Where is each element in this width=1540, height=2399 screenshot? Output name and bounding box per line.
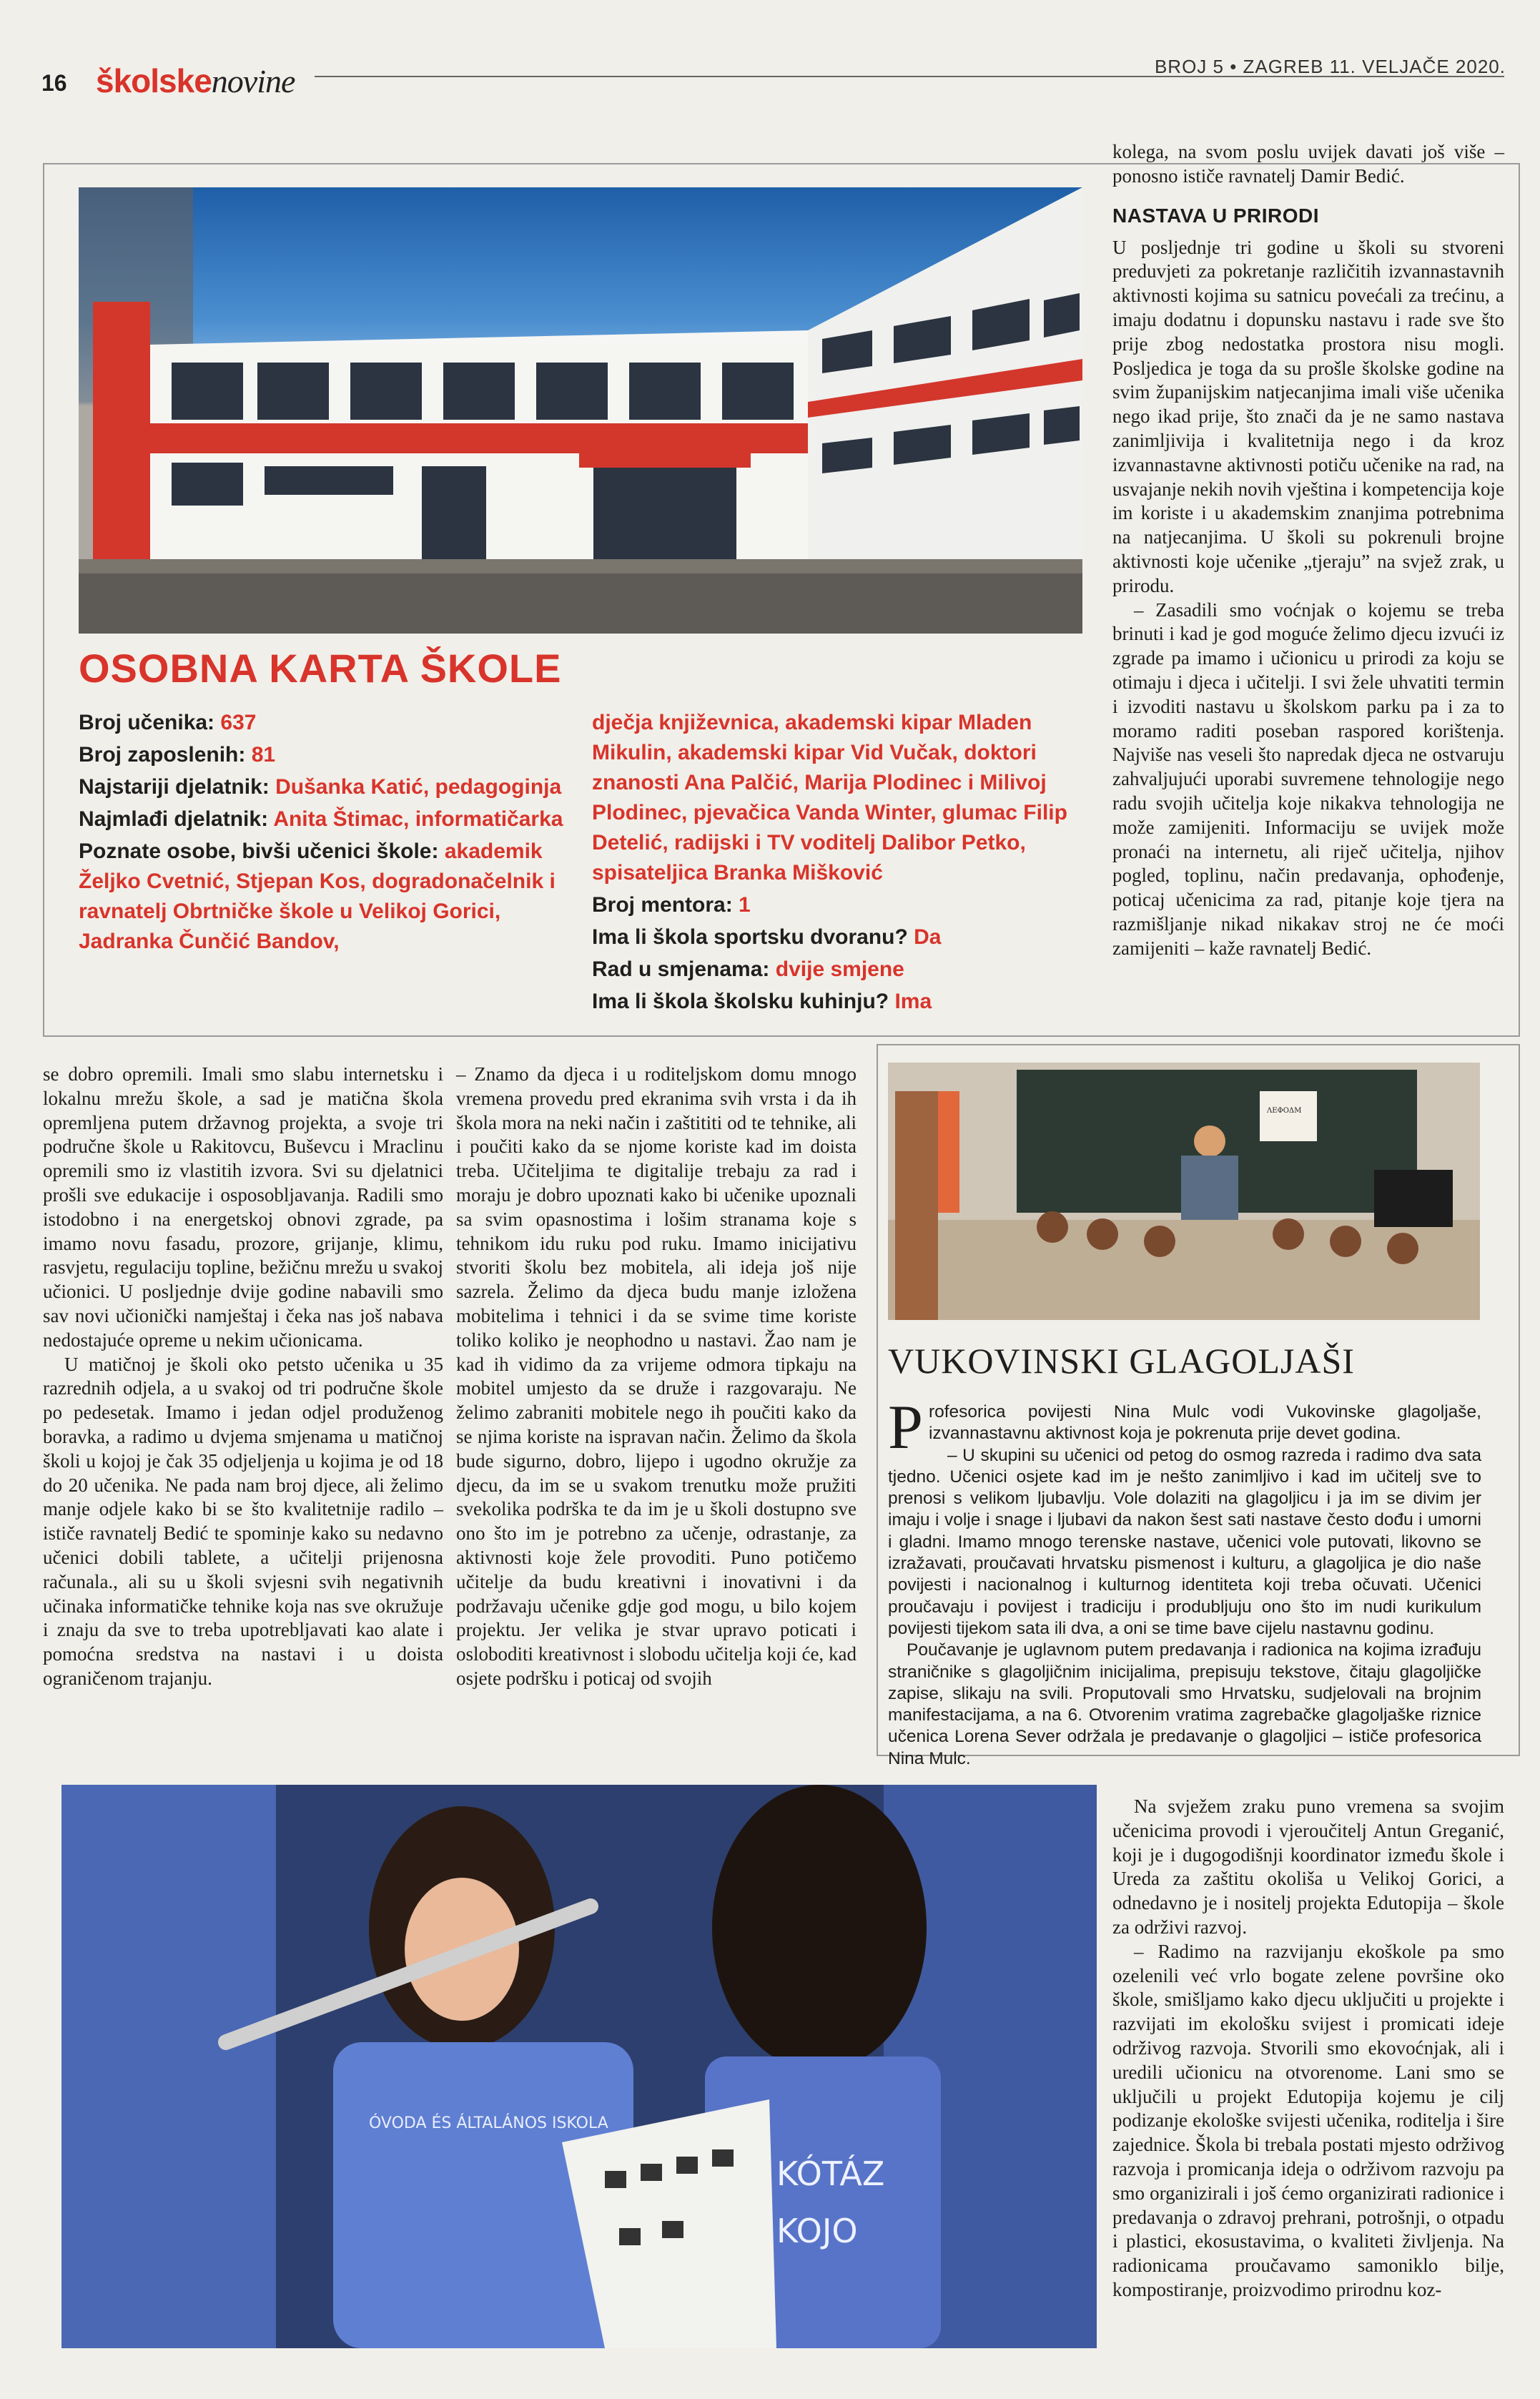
school-building-photo — [79, 187, 1082, 634]
card-item-employees: Broj zaposlenih: 81 — [79, 743, 276, 767]
article-column-top-right — [1112, 140, 1504, 961]
glagoljasi-text — [888, 1393, 1481, 1770]
school-card-right-column — [592, 708, 1085, 1019]
paragraph: U posljednje tri godine u školi su stvoreni preduvjeti za pokretanje različitih izvannastavnih aktivnosti kojima su satnicu povećali za trećinu, a imaju dodatnu i dopunsku nastavu i rade sve što prije zbog nedostatka prostora nisu mogli. Posljedica je toga da su prošle školske godine na svim županijskim natjecanjima imali više učenika nego ikad prije, što znači da je ne samo nastava zanimljivija i kvalitetnija nego i da kroz izvannastavne aktivnosti potiču učenike na rad, na usvajanje nekih novih vještina i kompetencija koje im koriste i u akademskim znanjima potrebnima na natjecanjima. U školi su pokrenuli brojne aktivnosti koje učenike „tjeraju” na svjež zrak, u prirodu. — [1112, 236, 1504, 596]
card-item-famous: Poznate osobe, bivši učenici škole: akademik Željko Cvetnić, Stjepan Kos, dogradonačelnik i ravnatelj Obrtničke škole u Velikoj Gorici, Jadranka Čunčić Bandov, — [79, 839, 556, 953]
paragraph: – Znamo da djeca i u roditeljskom domu mnogo vremena provedu pred ekranima svih vrsta i da ih škola mora na neki način i zaštititi od te tehnike, ali i poučiti kako da se njome koriste kad im doista treba. Učiteljima te digitalije trebaju za rad i moraju je dobro upoznati kako bi učenike upoznali sa svim opasnostima i lošim stranama koje s tehnikom idu ruku pod ruku. Imamo inicijativu stvoriti školu bez mobitela, ali ideja još nije sazrela. Želimo da djeca budu manje izložena mobitelima i tehnici i da se svime time koriste toliko koliko je neophodno u nastavi. Žao nam je kad ih vidimo da za vrijeme odmora tipkaju na mobitel umjesto da se druže i razgovaraju. Ne želimo zabraniti mobitele nego ih poučiti kako da se njima koriste na ispravan način. Želimo da škola bude sigurno, dobro, lijepo i ugodno okružje za djecu, da im se u svakom trenutku može pružiti svekolika podrška te da im je u školi dostupno sve ono što im je potrebno za učenje, odrastanje, za aktivnosti koje žele provoditi. Puno potičemo učitelje da budu kreativni i inovativni i da podržavaju učenike gdje god mogu, u bilo kojem projektu. Jer velika je stvar upravo poticati i osloboditi kreativnost i slobodu učitelja koji će, kad osjete podršku i poticaj od svojih — [456, 1063, 857, 1689]
drop-cap: P — [888, 1393, 923, 1462]
paragraph: – U skupini su učenici od petog do osmog razreda i radimo dva sata tjedno. Učenici osjete kad im je nešto zanimljivo i kad im učitelj sve to prenosi s velikom ljubavlju. Vole dolaziti na glagoljicu i ja im se divim jer imaju i volje i snage i ljubavi da nakon šest sati nastave često dođu i umorni i gladni. Imamo mnogo terenske nastave, učenici vole putovati, likovno se izražavati, proučavati hrvatsku pismenost i kulturu, a glagoljica je dio naše povijesti i nacionalnog i kulturnog identiteta koji treba očuvati. Učenici proučavaju i povijest i tradiciju i produbljuju ono što im nudi kurikulum povijesti tijekom sata ili dva, a oni se time bave cijelu nastavnu godinu. — [888, 1445, 1481, 1638]
article-column-bottom-right — [1112, 1795, 1504, 2302]
paragraph: Na svježem zraku puno vremena sa svojim učenicima provodi i vjeroučitelj Antun Greganić, koji je i dugogodišnji koordinator između škole i Ureda za zaštitu okoliša u Velikoj Gorici, a odnedavno je i nositelj projekta Edutopija – škole za održivi razvoj. — [1112, 1795, 1504, 1938]
card-item-oldest: Najstariji djelatnik: Dušanka Katić, pedagoginja — [79, 775, 562, 799]
classroom-photo — [888, 1063, 1480, 1320]
logo-main: školske — [96, 62, 212, 99]
classroom-illustration — [888, 1063, 1480, 1320]
flute-illustration — [61, 1785, 1097, 2348]
paragraph: Poučavanje je uglavnom putem predavanja i radionica na kojima izrađuju straničnike s glagoljičnim inicijalima, prepisuju tekstove, čitaju glagoljičke zapise, slikaju na svili. Proputovali smo Hrvatsku, sudjelovali na brojnim manifestacijama, a na 6. Otvorenim vratima zagrebačke glagoljaške riznice učenica Lorena Sever održala je predavanje o glagoljici – ističe profesorica Nina Mulc. — [888, 1640, 1481, 1768]
board-sign: ΛΕΦΟΔΜ — [1267, 1107, 1302, 1115]
shirt-text-3: KOJO — [776, 2212, 858, 2250]
issue-info: BROJ 5 • ZAGREB 11. VELJAČE 2020. — [1154, 56, 1506, 77]
card-item-youngest: Najmlađi djelatnik: Anita Štimac, informatičarka — [79, 807, 563, 831]
paragraph: – Zasadili smo voćnjak o kojemu se treba brinuti i kad je god moguće želimo djecu izvući iz zgrade pa imamo i učionicu u prirodi za koju se otimaju i djeca i učitelji. I svi žele uhvatiti termin i izvoditi nastavu u školskom parku pa i za to moramo raditi poseban raspored korištenja. Najviše nas veseli što napredak djeca ne ostvaruju zahvaljujući uporabi suvremene tehnologije nego radu svojih učitelja koje nikakva tehnologija ne može zamijeniti. Informaciju se uvijek može pronaći na internetu, ali riječ učitelja, njihov pogled, toplinu, način predavanja, ophođenje, poticaj učenicima za rad, pitanje koje tjera na razmišljanje nikad nikakav stroj ne će moći zamijeniti – kaže ravnatelj Bedić. — [1112, 598, 1504, 959]
logo-italic: novine — [211, 63, 295, 99]
section-heading: NASTAVA U PRIRODI — [1112, 204, 1320, 227]
shirt-text-2: KÓTÁZ — [776, 2154, 885, 2193]
school-card-title: OSOBNA KARTA ŠKOLE — [79, 646, 562, 691]
page-number: 16 — [41, 70, 67, 96]
school-card-left-column — [79, 708, 572, 959]
paragraph: se dobro opremili. Imali smo slabu internetsku i lokalnu mrežu škole, a sad je matična škola opremljena putem državnog projekta, a svoje tri područne škole u Rakitovcu, Buševcu i Mraclinu opremili smo iz vlastitih izvora. Svi su djelatnici prošli sve edukacije i osposobljavanja. Radili smo istodobno i na energetskoj obnovi zgrade, pa imamo novu fasadu, prozore, grijanje, klimu, rasvjetu, regulaciju topline, bežičnu mrežu u svakoj učionici. U posljednje dvije godine nabavili smo sav novi učionički namještaj i čeka nas još nabava nedostajuće opreme u nekim učionicama. — [43, 1063, 443, 1351]
card-item-students: Broj učenika: 637 — [79, 711, 257, 734]
glagoljasi-title: VUKOVINSKI GLAGOLJAŠI — [888, 1341, 1355, 1381]
paragraph: U matičnoj je školi oko petsto učenika u 35 razrednih odjela, a u svakoj od tri područne škole po pedesetak. Imamo i jedan odjel produženog boravka, a radimo u dvjema smjenama u matičnoj školi u kojoj je čak 35 odjeljenja u kojima je od 18 do 20 učenika. Ne pada nam broj djece, ali želimo manje odjele kako bi se što kvalitetnije radilo – ističe ravnatelj Bedić te spominje kako su nedavno učenici dobili tablete, a učitelji prijenosna računala., ali su u školi svjesni svih negativnih učinaka informatičke tehnike koja nas sve okružuje i znaju da sve to treba upotrebljavati kao alate i pomoćna sredstva na nastavi i u doista ograničenom trajanju. — [43, 1353, 443, 1689]
paragraph: Profesorica povijesti Nina Mulc vodi Vukovinske glagoljaše, izvannastavnu aktivnost koja je pokrenuta prije devet godina. — [888, 1393, 1481, 1462]
flute-girl-photo — [61, 1785, 1097, 2348]
card-item-shifts: Rad u smjenama: dvije smjene — [592, 957, 904, 981]
shirt-text: ÓVODA ÉS ÁLTALÁNOS ISKOLA — [369, 2114, 608, 2132]
card-item-sports-hall: Ima li škola sportsku dvoranu? Da — [592, 925, 942, 949]
article-column-2 — [456, 1063, 857, 1691]
card-item-kitchen: Ima li škola školsku kuhinju? Ima — [592, 990, 932, 1013]
card-item-mentors: Broj mentora: 1 — [592, 893, 751, 917]
school-building-illustration — [79, 187, 1082, 634]
card-famous-continuation: dječja književnica, akademski kipar Mladen Mikulin, akademski kipar Vid Vučak, doktori znanosti Ana Palčić, Marija Plodinec i Milivoj Plodinec, pjevačica Vanda Winter, glumac Filip Detelić, radijski i TV voditelj Dalibor Petko, spisateljica Branka Mišković — [592, 711, 1067, 885]
paragraph: – Radimo na razvijanju ekoškole pa smo ozelenili već vrlo bogate zelene površine oko škole, smišljamo kako djecu uključiti u projekte i razvijati im ekološku svijest i promicati ideje održivog razvoja. Stvorili smo ekovoćnjak, ali i uredili učionicu na otvorenome. Lani smo se uključili u projekt Edutopija kojemu je cilj podizanje ekološke svijesti učenika, roditelja i šire zajednice. Škola bi trebala postati mjesto održivog razvoja i promicanja ideja o održivom razvoju pa smo organizirali i još ćemo organizirati radionice i predavanja o zdravoj prehrani, potrošnji, o otpadu i plastici, ekosustavima, o kvaliteti življenja. Na radionicama proučavamo samoniklo bilje, kompostiranje, proizvodimo prirodnu koz- — [1112, 1940, 1504, 2300]
intro-lines: kolega, na svom poslu uvijek davati još više – ponosno ističe ravnatelj Damir Bedić. — [1112, 141, 1504, 187]
article-column-1 — [43, 1063, 443, 1691]
newspaper-logo — [96, 61, 295, 100]
